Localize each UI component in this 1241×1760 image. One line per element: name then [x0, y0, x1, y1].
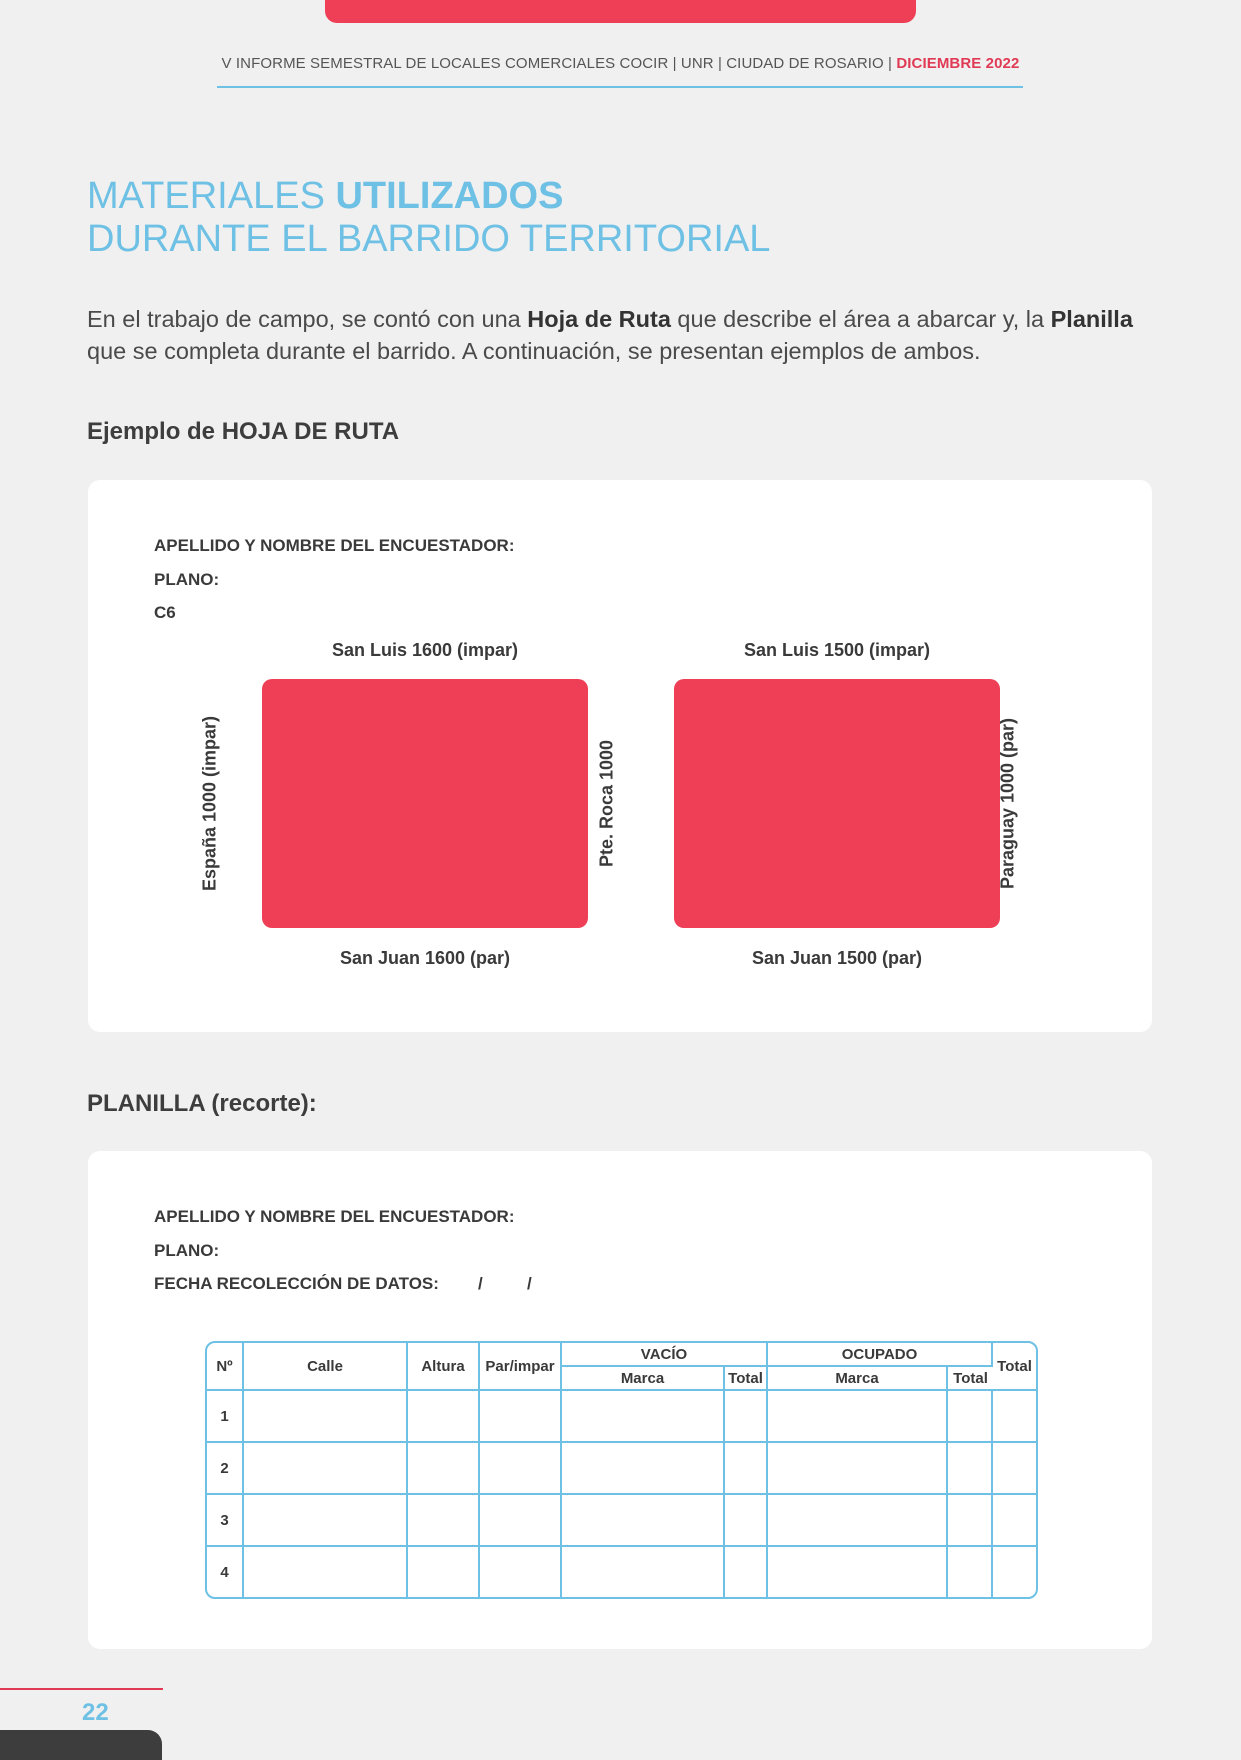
page-number: 22 [82, 1699, 109, 1726]
top-tab-decoration [325, 0, 916, 23]
street-bottom-right: San Juan 1500 (par) [751, 948, 923, 968]
table-row [207, 1391, 1036, 1443]
table-row [207, 1495, 1036, 1547]
row-number: 2 [207, 1443, 244, 1495]
intro-bold-2: Planilla [1050, 306, 1133, 332]
running-header [218, 55, 1023, 72]
table-row [207, 1547, 1036, 1597]
planilla-card [88, 1151, 1152, 1649]
page-title [87, 175, 770, 261]
intro-paragraph [87, 303, 1157, 367]
plano-label: PLANO: [154, 570, 220, 589]
planilla-heading: PLANILLA (recorte): [87, 1090, 317, 1117]
col-calle: Calle [244, 1343, 408, 1391]
fecha-label: FECHA RECOLECCIÓN DE DATOS: [154, 1274, 439, 1293]
table-row [207, 1443, 1036, 1495]
plano-code: C6 [154, 603, 176, 622]
row-number: 1 [207, 1391, 244, 1443]
col-vacio-total: Total [725, 1367, 768, 1391]
col-ocupado-total: Total [948, 1367, 993, 1391]
running-header-text: V INFORME SEMESTRAL DE LOCALES COMERCIALES COCIR | UNR | CIUDAD DE ROSARIO | [221, 55, 897, 72]
col-vacio: VACÍO [562, 1343, 768, 1367]
col-ocupado: OCUPADO [768, 1343, 993, 1367]
running-header-date: DICIEMBRE 2022 [896, 55, 1020, 72]
title-light: MATERIALES [87, 175, 336, 217]
encuestador-label: APELLIDO Y NOMBRE DEL ENCUESTADOR: [154, 536, 515, 555]
street-middle: Pte. Roca 1000 [596, 739, 617, 868]
col-ocupado-marca: Marca [768, 1367, 948, 1391]
col-total: Total [993, 1343, 1036, 1391]
street-top-right: San Luis 1500 (impar) [743, 640, 931, 660]
intro-text-3: que se completa durante el barrido. A continuación, se presentan ejemplos de ambos. [87, 338, 981, 364]
street-bottom-left: San Juan 1600 (par) [339, 948, 511, 968]
col-n: Nº [207, 1343, 244, 1391]
street-left: España 1000 (impar) [199, 715, 220, 892]
intro-text-1: En el trabajo de campo, se contó con una [87, 306, 528, 332]
intro-bold-1: Hoja de Ruta [527, 306, 671, 332]
street-right: Paraguay 1000 (par) [997, 717, 1018, 890]
block-left [262, 679, 588, 928]
encuestador-label-2: APELLIDO Y NOMBRE DEL ENCUESTADOR: [154, 1207, 515, 1226]
header-rule [217, 86, 1023, 88]
block-right [674, 679, 1000, 928]
col-altura: Altura [408, 1343, 480, 1391]
title-bold: UTILIZADOS [335, 175, 564, 217]
date-separator-2: / [527, 1274, 532, 1293]
street-top-left: San Luis 1600 (impar) [331, 640, 519, 660]
footer-tab-decoration [0, 1730, 162, 1760]
col-par-impar: Par/impar [480, 1343, 562, 1391]
date-separator-1: / [478, 1274, 483, 1293]
col-vacio-marca: Marca [562, 1367, 725, 1391]
planilla-table [205, 1341, 1038, 1599]
title-line2: DURANTE EL BARRIDO TERRITORIAL [87, 218, 771, 260]
row-number: 4 [207, 1547, 244, 1597]
intro-text-2: que describe el área a abarcar y, la [670, 306, 1051, 332]
plano-label-2: PLANO: [154, 1241, 220, 1260]
hoja-de-ruta-card [88, 480, 1152, 1032]
hoja-heading: Ejemplo de HOJA DE RUTA [87, 418, 400, 445]
row-number: 3 [207, 1495, 244, 1547]
footer-rule [0, 1688, 163, 1690]
